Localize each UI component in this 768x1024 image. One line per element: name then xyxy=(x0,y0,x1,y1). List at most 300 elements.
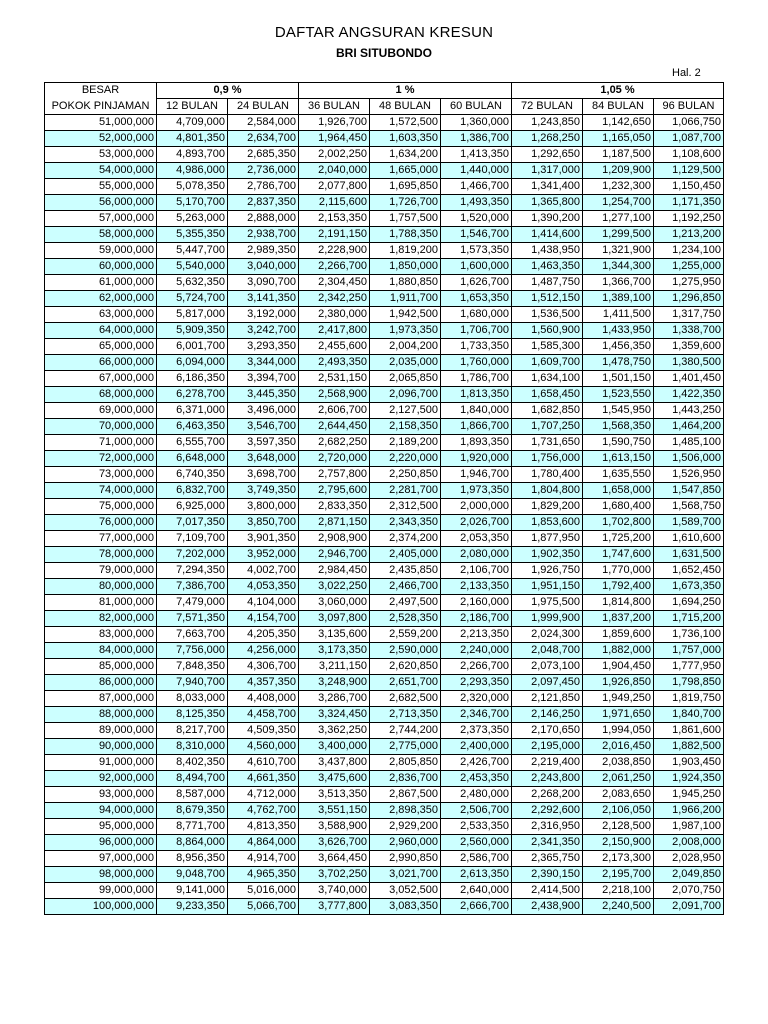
installment-cell: 5,817,000 xyxy=(157,307,228,323)
installment-cell: 1,603,350 xyxy=(370,131,441,147)
installment-cell: 1,736,100 xyxy=(654,627,724,643)
table-row xyxy=(45,675,724,691)
installment-cell: 2,435,850 xyxy=(370,563,441,579)
installment-cell: 2,048,700 xyxy=(512,643,583,659)
installment-cell: 1,877,950 xyxy=(512,531,583,547)
installment-cell: 1,715,200 xyxy=(654,611,724,627)
table-row xyxy=(45,835,724,851)
installment-cell: 1,129,500 xyxy=(654,163,724,179)
installment-cell: 4,357,350 xyxy=(228,675,299,691)
loan-amount-cell: 64,000,000 xyxy=(45,323,157,339)
installment-cell: 1,680,400 xyxy=(583,499,654,515)
installment-cell: 2,049,850 xyxy=(654,867,724,883)
installment-cell: 7,109,700 xyxy=(157,531,228,547)
installment-cell: 1,568,350 xyxy=(583,419,654,435)
installment-cell: 1,634,100 xyxy=(512,371,583,387)
loan-amount-cell: 79,000,000 xyxy=(45,563,157,579)
installment-cell: 2,685,350 xyxy=(228,147,299,163)
installment-cell: 2,380,000 xyxy=(299,307,370,323)
installment-cell: 1,366,700 xyxy=(583,275,654,291)
installment-cell: 1,440,000 xyxy=(441,163,512,179)
installment-cell: 3,551,150 xyxy=(299,803,370,819)
installment-cell: 1,341,400 xyxy=(512,179,583,195)
installment-cell: 2,644,450 xyxy=(299,419,370,435)
installment-cell: 1,546,700 xyxy=(441,227,512,243)
installment-cell: 4,104,000 xyxy=(228,595,299,611)
installment-cell: 1,560,900 xyxy=(512,323,583,339)
installment-cell: 1,733,350 xyxy=(441,339,512,355)
installment-cell: 2,343,350 xyxy=(370,515,441,531)
installment-cell: 2,158,350 xyxy=(370,419,441,435)
installment-cell: 3,588,900 xyxy=(299,819,370,835)
loan-amount-cell: 52,000,000 xyxy=(45,131,157,147)
installment-cell: 1,757,500 xyxy=(370,211,441,227)
table-row xyxy=(45,355,724,371)
table-row xyxy=(45,243,724,259)
installment-cell: 1,725,200 xyxy=(583,531,654,547)
loan-amount-cell: 74,000,000 xyxy=(45,483,157,499)
installment-cell: 1,747,600 xyxy=(583,547,654,563)
installment-cell: 2,106,700 xyxy=(441,563,512,579)
table-row xyxy=(45,755,724,771)
table-row xyxy=(45,515,724,531)
installment-cell: 2,091,700 xyxy=(654,899,724,915)
installment-cell: 2,004,200 xyxy=(370,339,441,355)
installment-cell: 8,217,700 xyxy=(157,723,228,739)
table-row xyxy=(45,579,724,595)
installment-cell: 1,275,950 xyxy=(654,275,724,291)
installment-cell: 1,547,850 xyxy=(654,483,724,499)
installment-cell: 2,213,350 xyxy=(441,627,512,643)
installment-cell: 7,202,000 xyxy=(157,547,228,563)
installment-cell: 1,893,350 xyxy=(441,435,512,451)
installment-cell: 3,293,350 xyxy=(228,339,299,355)
installment-cell: 2,929,200 xyxy=(370,819,441,835)
installment-cell: 2,960,000 xyxy=(370,835,441,851)
installment-cell: 3,286,700 xyxy=(299,691,370,707)
rate-header-row xyxy=(45,83,724,99)
installment-cell: 1,254,700 xyxy=(583,195,654,211)
installment-cell: 2,243,800 xyxy=(512,771,583,787)
loan-amount-cell: 54,000,000 xyxy=(45,163,157,179)
installment-cell: 1,951,150 xyxy=(512,579,583,595)
installment-cell: 1,317,750 xyxy=(654,307,724,323)
installment-cell: 3,400,000 xyxy=(299,739,370,755)
installment-cell: 2,506,700 xyxy=(441,803,512,819)
installment-cell: 1,731,650 xyxy=(512,435,583,451)
installment-cell: 8,864,000 xyxy=(157,835,228,851)
installment-cell: 1,171,350 xyxy=(654,195,724,211)
installment-cell: 6,371,000 xyxy=(157,403,228,419)
installment-cell: 3,513,350 xyxy=(299,787,370,803)
installment-cell: 2,620,850 xyxy=(370,659,441,675)
installment-cell: 1,814,800 xyxy=(583,595,654,611)
installment-cell: 2,195,700 xyxy=(583,867,654,883)
installment-cell: 3,192,000 xyxy=(228,307,299,323)
installment-cell: 1,792,400 xyxy=(583,579,654,595)
installment-cell: 2,342,250 xyxy=(299,291,370,307)
installment-cell: 1,493,350 xyxy=(441,195,512,211)
table-row xyxy=(45,691,724,707)
installment-cell: 2,908,900 xyxy=(299,531,370,547)
installment-cell: 3,445,350 xyxy=(228,387,299,403)
installment-cell: 2,984,450 xyxy=(299,563,370,579)
installment-cell: 2,024,300 xyxy=(512,627,583,643)
installment-cell: 2,220,000 xyxy=(370,451,441,467)
installment-cell: 1,108,600 xyxy=(654,147,724,163)
installment-cell: 2,898,350 xyxy=(370,803,441,819)
installment-cell: 3,362,250 xyxy=(299,723,370,739)
table-row xyxy=(45,627,724,643)
table-row xyxy=(45,739,724,755)
document-subtitle: BRI SITUBONDO xyxy=(336,46,432,60)
rate-group-header: 1,05 % xyxy=(512,83,724,99)
installment-cell: 1,706,700 xyxy=(441,323,512,339)
table-row xyxy=(45,451,724,467)
installment-cell: 1,573,350 xyxy=(441,243,512,259)
installment-cell: 1,255,000 xyxy=(654,259,724,275)
table-row xyxy=(45,851,724,867)
loan-amount-cell: 89,000,000 xyxy=(45,723,157,739)
installment-cell: 9,233,350 xyxy=(157,899,228,915)
installment-cell: 1,386,700 xyxy=(441,131,512,147)
installment-cell: 1,209,900 xyxy=(583,163,654,179)
installment-cell: 3,437,800 xyxy=(299,755,370,771)
installment-cell: 1,665,000 xyxy=(370,163,441,179)
table-row xyxy=(45,611,724,627)
installment-cell: 6,740,350 xyxy=(157,467,228,483)
installment-cell: 4,986,000 xyxy=(157,163,228,179)
installment-cell: 2,888,000 xyxy=(228,211,299,227)
loan-amount-cell: 88,000,000 xyxy=(45,707,157,723)
installment-cell: 1,926,700 xyxy=(299,115,370,131)
installment-cell: 1,861,600 xyxy=(654,723,724,739)
installment-cell: 2,390,150 xyxy=(512,867,583,883)
installment-cell: 7,848,350 xyxy=(157,659,228,675)
installment-cell: 2,250,850 xyxy=(370,467,441,483)
installment-cell: 1,536,500 xyxy=(512,307,583,323)
installment-cell: 5,909,350 xyxy=(157,323,228,339)
installment-cell: 2,651,700 xyxy=(370,675,441,691)
loan-amount-cell: 81,000,000 xyxy=(45,595,157,611)
installment-cell: 2,713,350 xyxy=(370,707,441,723)
loan-amount-cell: 92,000,000 xyxy=(45,771,157,787)
installment-cell: 2,160,000 xyxy=(441,595,512,611)
installment-cell: 6,278,700 xyxy=(157,387,228,403)
loan-amount-cell: 63,000,000 xyxy=(45,307,157,323)
installment-cell: 1,296,850 xyxy=(654,291,724,307)
installment-cell: 1,572,500 xyxy=(370,115,441,131)
installment-cell: 1,232,300 xyxy=(583,179,654,195)
table-row xyxy=(45,531,724,547)
installment-cell: 3,052,500 xyxy=(370,883,441,899)
installment-cell: 8,033,000 xyxy=(157,691,228,707)
table-row xyxy=(45,563,724,579)
installment-cell: 4,762,700 xyxy=(228,803,299,819)
installment-cell: 1,613,150 xyxy=(583,451,654,467)
installment-cell: 6,648,000 xyxy=(157,451,228,467)
installment-cell: 2,455,600 xyxy=(299,339,370,355)
table-row xyxy=(45,867,724,883)
installment-cell: 3,242,700 xyxy=(228,323,299,339)
installment-cell: 2,634,700 xyxy=(228,131,299,147)
installment-cell: 1,942,500 xyxy=(370,307,441,323)
installment-cell: 1,463,350 xyxy=(512,259,583,275)
installment-cell: 7,571,350 xyxy=(157,611,228,627)
installment-cell: 2,127,500 xyxy=(370,403,441,419)
loan-amount-cell: 94,000,000 xyxy=(45,803,157,819)
installment-cell: 2,346,700 xyxy=(441,707,512,723)
installment-cell: 2,189,200 xyxy=(370,435,441,451)
document-title: DAFTAR ANGSURAN KRESUN xyxy=(274,24,494,41)
installment-cell: 2,083,650 xyxy=(583,787,654,803)
installment-cell: 1,634,200 xyxy=(370,147,441,163)
installment-cell: 3,083,350 xyxy=(370,899,441,915)
installment-cell: 4,306,700 xyxy=(228,659,299,675)
column-header: 72 BULAN xyxy=(512,99,583,115)
installment-cell: 8,402,350 xyxy=(157,755,228,771)
installment-cell: 2,682,500 xyxy=(370,691,441,707)
installment-cell: 1,903,450 xyxy=(654,755,724,771)
installment-cell: 1,413,350 xyxy=(441,147,512,163)
loan-amount-cell: 60,000,000 xyxy=(45,259,157,275)
table-row xyxy=(45,387,724,403)
installment-cell: 2,219,400 xyxy=(512,755,583,771)
table-row xyxy=(45,371,724,387)
installment-cell: 2,533,350 xyxy=(441,819,512,835)
installment-cell: 1,911,700 xyxy=(370,291,441,307)
installment-cell: 7,294,350 xyxy=(157,563,228,579)
installment-cell: 3,135,600 xyxy=(299,627,370,643)
installment-cell: 2,268,200 xyxy=(512,787,583,803)
installment-cell: 1,673,350 xyxy=(654,579,724,595)
installment-cell: 1,829,200 xyxy=(512,499,583,515)
installment-cell: 1,359,600 xyxy=(654,339,724,355)
row-header-line1: BESAR xyxy=(45,83,157,99)
installment-cell: 2,080,000 xyxy=(441,547,512,563)
installment-cell: 2,405,000 xyxy=(370,547,441,563)
installment-cell: 1,949,250 xyxy=(583,691,654,707)
installment-cell: 2,028,950 xyxy=(654,851,724,867)
installment-cell: 1,859,600 xyxy=(583,627,654,643)
installment-cell: 1,466,700 xyxy=(441,179,512,195)
installment-cell: 1,798,850 xyxy=(654,675,724,691)
installment-cell: 2,837,350 xyxy=(228,195,299,211)
installment-cell: 2,560,000 xyxy=(441,835,512,851)
installment-cell: 4,864,000 xyxy=(228,835,299,851)
installment-cell: 2,186,700 xyxy=(441,611,512,627)
installment-cell: 6,832,700 xyxy=(157,483,228,499)
installment-cell: 1,945,250 xyxy=(654,787,724,803)
installment-cell: 2,038,850 xyxy=(583,755,654,771)
installment-cell: 1,234,100 xyxy=(654,243,724,259)
rate-group-header: 1 % xyxy=(299,83,512,99)
loan-amount-cell: 65,000,000 xyxy=(45,339,157,355)
installment-cell: 1,520,000 xyxy=(441,211,512,227)
installment-cell: 2,786,700 xyxy=(228,179,299,195)
installment-cell: 1,902,350 xyxy=(512,547,583,563)
installment-cell: 1,920,000 xyxy=(441,451,512,467)
installment-cell: 4,256,000 xyxy=(228,643,299,659)
installment-cell: 4,610,700 xyxy=(228,755,299,771)
installment-cell: 2,304,450 xyxy=(299,275,370,291)
installment-cell: 3,021,700 xyxy=(370,867,441,883)
installment-cell: 1,165,050 xyxy=(583,131,654,147)
table-row xyxy=(45,787,724,803)
installment-cell: 1,390,200 xyxy=(512,211,583,227)
installment-cell: 3,702,250 xyxy=(299,867,370,883)
installment-cell: 2,775,000 xyxy=(370,739,441,755)
installment-cell: 3,344,000 xyxy=(228,355,299,371)
installment-cell: 2,061,250 xyxy=(583,771,654,787)
loan-amount-cell: 86,000,000 xyxy=(45,675,157,691)
installment-cell: 3,097,800 xyxy=(299,611,370,627)
installment-cell: 2,938,700 xyxy=(228,227,299,243)
installment-cell: 2,493,350 xyxy=(299,355,370,371)
table-row xyxy=(45,275,724,291)
installment-cell: 3,211,150 xyxy=(299,659,370,675)
table-row xyxy=(45,307,724,323)
installment-cell: 1,600,000 xyxy=(441,259,512,275)
table-row xyxy=(45,723,724,739)
installment-cell: 3,546,700 xyxy=(228,419,299,435)
loan-amount-cell: 56,000,000 xyxy=(45,195,157,211)
installment-cell: 1,926,850 xyxy=(583,675,654,691)
installment-cell: 1,365,800 xyxy=(512,195,583,211)
installment-cell: 1,994,050 xyxy=(583,723,654,739)
installment-cell: 1,443,250 xyxy=(654,403,724,419)
installment-cell: 1,987,100 xyxy=(654,819,724,835)
row-header-line2: POKOK PINJAMAN xyxy=(45,99,157,115)
installment-cell: 2,070,750 xyxy=(654,883,724,899)
column-header: 36 BULAN xyxy=(299,99,370,115)
installment-cell: 1,192,250 xyxy=(654,211,724,227)
installment-cell: 1,756,000 xyxy=(512,451,583,467)
installment-cell: 2,292,600 xyxy=(512,803,583,819)
installment-cell: 4,712,000 xyxy=(228,787,299,803)
installment-cell: 2,373,350 xyxy=(441,723,512,739)
installment-cell: 7,940,700 xyxy=(157,675,228,691)
installment-cell: 2,666,700 xyxy=(441,899,512,915)
table-row xyxy=(45,883,724,899)
installment-cell: 4,205,350 xyxy=(228,627,299,643)
installment-cell: 2,720,000 xyxy=(299,451,370,467)
table-row xyxy=(45,467,724,483)
installment-cell: 5,540,000 xyxy=(157,259,228,275)
installment-cell: 1,478,750 xyxy=(583,355,654,371)
installment-cell: 4,709,000 xyxy=(157,115,228,131)
loan-amount-cell: 83,000,000 xyxy=(45,627,157,643)
installment-cell: 2,266,700 xyxy=(299,259,370,275)
installment-cell: 1,066,750 xyxy=(654,115,724,131)
installment-cell: 2,040,000 xyxy=(299,163,370,179)
installment-cell: 1,695,850 xyxy=(370,179,441,195)
installment-cell: 1,422,350 xyxy=(654,387,724,403)
installment-cell: 2,584,000 xyxy=(228,115,299,131)
installment-cell: 1,142,650 xyxy=(583,115,654,131)
loan-amount-cell: 70,000,000 xyxy=(45,419,157,435)
installment-cell: 1,277,100 xyxy=(583,211,654,227)
loan-amount-cell: 100,000,000 xyxy=(45,899,157,915)
loan-amount-cell: 77,000,000 xyxy=(45,531,157,547)
loan-amount-cell: 55,000,000 xyxy=(45,179,157,195)
installment-cell: 4,002,700 xyxy=(228,563,299,579)
column-header: 96 BULAN xyxy=(654,99,724,115)
installment-cell: 1,526,950 xyxy=(654,467,724,483)
installment-cell: 3,324,450 xyxy=(299,707,370,723)
loan-amount-cell: 51,000,000 xyxy=(45,115,157,131)
installment-cell: 2,153,350 xyxy=(299,211,370,227)
installment-cell: 1,840,000 xyxy=(441,403,512,419)
loan-amount-cell: 61,000,000 xyxy=(45,275,157,291)
installment-cell: 1,853,600 xyxy=(512,515,583,531)
installment-cell: 4,661,350 xyxy=(228,771,299,787)
installment-cell: 2,316,950 xyxy=(512,819,583,835)
installment-cell: 2,805,850 xyxy=(370,755,441,771)
installment-cell: 4,813,350 xyxy=(228,819,299,835)
installment-cell: 2,990,850 xyxy=(370,851,441,867)
installment-cell: 5,724,700 xyxy=(157,291,228,307)
installment-cell: 2,281,700 xyxy=(370,483,441,499)
installment-cell: 2,173,300 xyxy=(583,851,654,867)
installment-cell: 1,589,700 xyxy=(654,515,724,531)
table-row xyxy=(45,819,724,835)
installment-cell: 1,760,000 xyxy=(441,355,512,371)
installment-cell: 1,966,200 xyxy=(654,803,724,819)
installment-cell: 1,292,650 xyxy=(512,147,583,163)
loan-amount-cell: 95,000,000 xyxy=(45,819,157,835)
table-row xyxy=(45,419,724,435)
installment-cell: 1,087,700 xyxy=(654,131,724,147)
installment-cell: 1,512,150 xyxy=(512,291,583,307)
installment-cell: 2,528,350 xyxy=(370,611,441,627)
installment-cell: 1,770,000 xyxy=(583,563,654,579)
installment-cell: 2,133,350 xyxy=(441,579,512,595)
installment-cell: 1,360,000 xyxy=(441,115,512,131)
installment-table xyxy=(44,82,724,915)
installment-cell: 2,106,050 xyxy=(583,803,654,819)
installment-cell: 2,191,150 xyxy=(299,227,370,243)
installment-cell: 8,771,700 xyxy=(157,819,228,835)
installment-cell: 1,150,450 xyxy=(654,179,724,195)
installment-cell: 2,096,700 xyxy=(370,387,441,403)
installment-cell: 3,040,000 xyxy=(228,259,299,275)
installment-cell: 9,141,000 xyxy=(157,883,228,899)
installment-cell: 1,506,000 xyxy=(654,451,724,467)
installment-cell: 3,022,250 xyxy=(299,579,370,595)
installment-cell: 1,975,500 xyxy=(512,595,583,611)
column-header-row xyxy=(45,99,724,115)
installment-cell: 4,408,000 xyxy=(228,691,299,707)
installment-cell: 7,386,700 xyxy=(157,579,228,595)
installment-cell: 1,568,750 xyxy=(654,499,724,515)
installment-cell: 1,880,850 xyxy=(370,275,441,291)
installment-cell: 2,682,250 xyxy=(299,435,370,451)
column-header: 24 BULAN xyxy=(228,99,299,115)
installment-cell: 2,438,900 xyxy=(512,899,583,915)
rate-group-header: 0,9 % xyxy=(157,83,299,99)
installment-cell: 4,965,350 xyxy=(228,867,299,883)
installment-cell: 1,243,850 xyxy=(512,115,583,131)
column-header: 12 BULAN xyxy=(157,99,228,115)
installment-cell: 2,097,450 xyxy=(512,675,583,691)
installment-cell: 2,341,350 xyxy=(512,835,583,851)
loan-amount-cell: 57,000,000 xyxy=(45,211,157,227)
installment-cell: 1,631,500 xyxy=(654,547,724,563)
installment-cell: 3,090,700 xyxy=(228,275,299,291)
installment-cell: 3,698,700 xyxy=(228,467,299,483)
installment-cell: 1,819,200 xyxy=(370,243,441,259)
